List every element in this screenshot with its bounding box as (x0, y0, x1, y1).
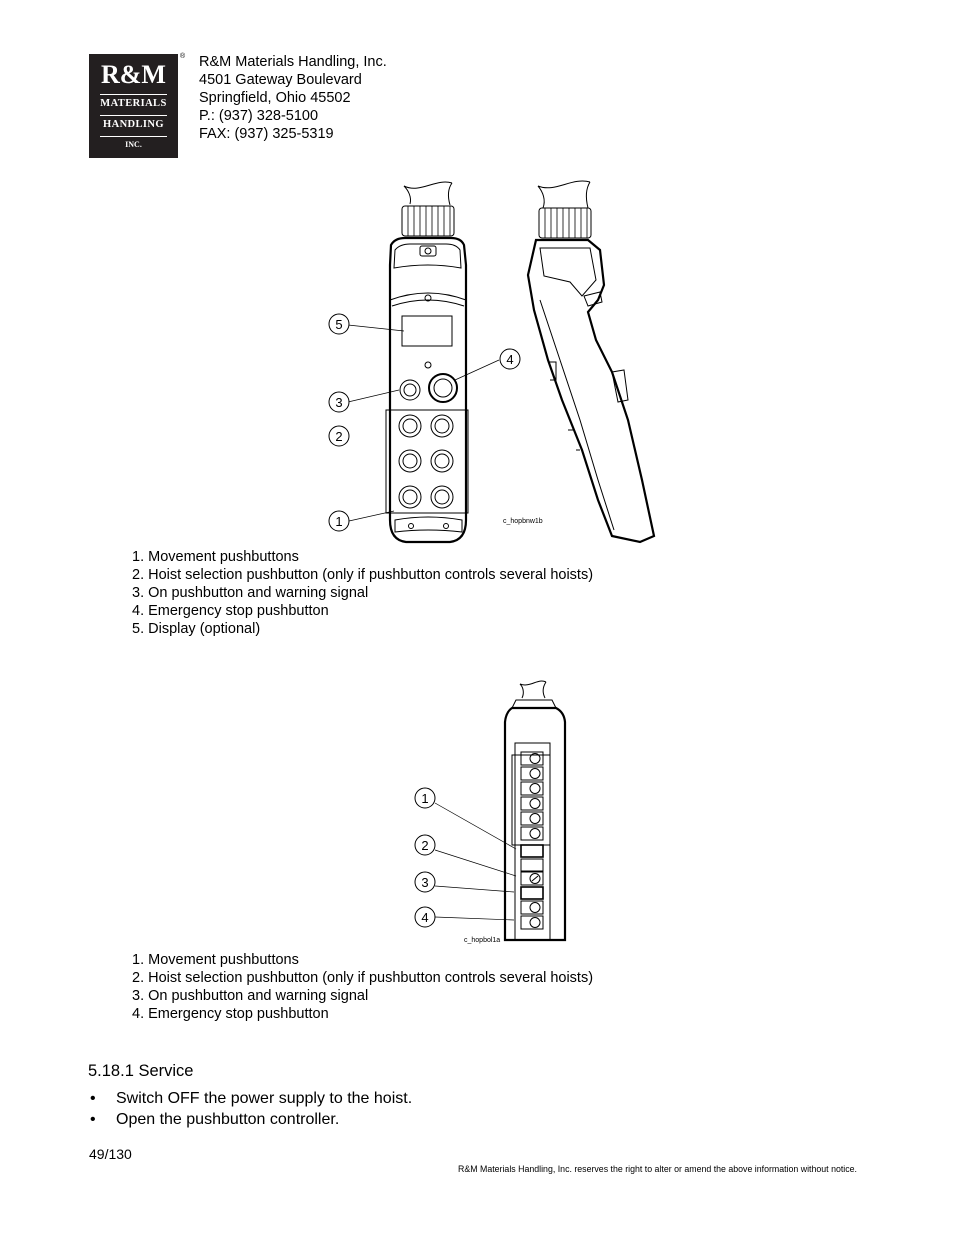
logo-line-inc: INC. (125, 140, 142, 149)
figure1-code: c_hopbnw1b (503, 518, 543, 525)
company-phone: P.: (937) 328-5100 (199, 108, 319, 124)
callout-4: 4 (506, 352, 514, 367)
company-city: Springfield, Ohio 45502 (199, 90, 351, 106)
caption-item: 3. On pushbutton and warning signal (132, 585, 369, 601)
company-logo (89, 54, 178, 158)
pendant-figure-1 (320, 178, 665, 550)
bullet-dot: • (90, 1111, 96, 1128)
bullet-item (90, 1109, 690, 1130)
bullet-text: Switch OFF the power supply to the hoist. (116, 1090, 413, 1107)
bullet-item (90, 1088, 690, 1109)
caption-item: 4. Emergency stop pushbutton (132, 1006, 329, 1022)
figure2-code: c_hopbol1a (464, 937, 501, 944)
callout-4: 4 (421, 910, 429, 925)
page-number: 49/130 (89, 1146, 132, 1162)
logo-line-materials: MATERIALS (100, 98, 167, 109)
logo-brand: R&M (101, 60, 166, 89)
logo-line-handling: HANDLING (103, 119, 164, 130)
callout-1: 1 (421, 791, 429, 806)
caption-item: 2. Hoist selection pushbutton (only if pushbutton controls several hoists) (132, 970, 594, 986)
callout-3: 3 (335, 395, 343, 410)
callout-3: 3 (421, 875, 429, 890)
caption-item: 1. Movement pushbuttons (132, 952, 299, 968)
figure1-caption-list (132, 548, 593, 638)
caption-item: 2. Hoist selection pushbutton (only if pushbutton controls several hoists) (132, 567, 594, 583)
callout-2: 2 (335, 429, 343, 444)
company-street: 4501 Gateway Boulevard (199, 72, 362, 88)
callout-5: 5 (335, 317, 343, 332)
pendant-figure-2 (405, 680, 575, 948)
caption-item: 4. Emergency stop pushbutton (132, 603, 329, 619)
callout-2: 2 (421, 838, 429, 853)
caption-item: 5. Display (optional) (132, 621, 261, 637)
caption-item: 3. On pushbutton and warning signal (132, 988, 369, 1004)
caption-item: 1. Movement pushbuttons (132, 549, 299, 565)
registered-mark: ® (180, 53, 186, 60)
footer-disclaimer: R&M Materials Handling, Inc. reserves the right to alter or amend the above information without notice. (458, 1164, 857, 1174)
company-name: R&M Materials Handling, Inc. (199, 54, 387, 70)
company-fax: FAX: (937) 325-5319 (199, 126, 334, 142)
figure2-caption-list (132, 951, 593, 1023)
company-address (199, 53, 387, 143)
bullet-dot: • (90, 1090, 96, 1107)
bullet-text: Open the pushbutton controller. (116, 1111, 340, 1128)
section-heading: 5.18.1 Service (88, 1062, 194, 1080)
callout-1: 1 (335, 514, 343, 529)
figure1-callouts (329, 314, 520, 531)
